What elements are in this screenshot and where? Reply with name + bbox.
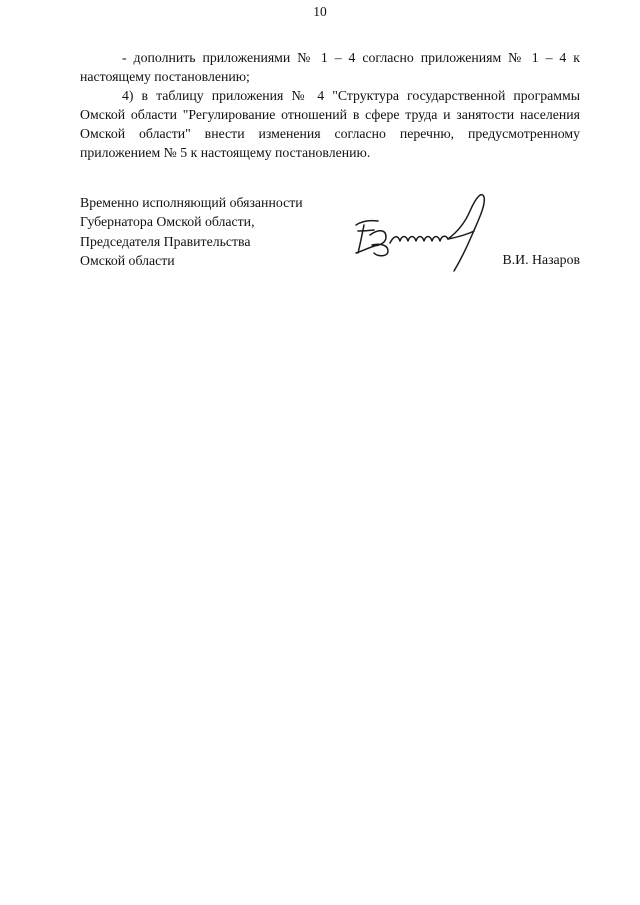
paragraph-amend-appendices: - дополнить приложениями № 1 – 4 согласно приложениям № 1 – 4 к настоящему постановлению; xyxy=(80,50,580,84)
paragraph-table-changes: 4) в таблицу приложения № 4 "Структура государственной программы Омской области "Регулирование отношений в сфере труда и занятости населения Омской области" внести изменения согласно перечню, предусмотренному приложением № 5 к настоящему постановлению. xyxy=(80,88,580,160)
document-body xyxy=(80,48,580,162)
page-number: 10 xyxy=(313,4,327,19)
signatory-title xyxy=(80,193,340,270)
signatory-title-line: Председателя Правительства xyxy=(80,233,251,249)
handwritten-signature xyxy=(348,185,498,275)
signature-block xyxy=(80,193,580,273)
signatory-name: В.И. Назаров xyxy=(502,252,580,267)
signatory-title-line: Временно исполняющий обязанности xyxy=(80,195,303,210)
signatory-title-line: Губернатора Омской области, xyxy=(80,214,255,230)
signatory-title-line: Омской области xyxy=(80,252,175,268)
